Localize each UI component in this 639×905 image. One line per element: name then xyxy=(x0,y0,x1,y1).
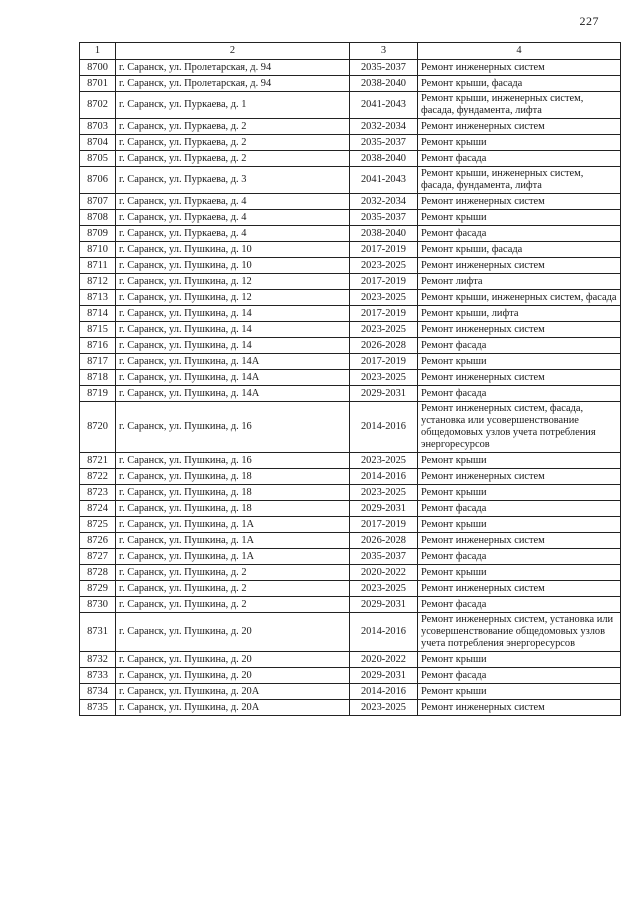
row-period-cell: 2020-2022 xyxy=(350,652,418,668)
table-row xyxy=(80,167,621,194)
row-work-cell: Ремонт инженерных систем xyxy=(418,60,621,76)
row-address-cell: г. Саранск, ул. Пролетарская, д. 94 xyxy=(116,60,350,76)
row-address-cell: г. Саранск, ул. Пуркаева, д. 3 xyxy=(116,167,350,194)
table-row xyxy=(80,242,621,258)
row-period-cell: 2014-2016 xyxy=(350,684,418,700)
table-row xyxy=(80,226,621,242)
row-work-cell: Ремонт крыши xyxy=(418,135,621,151)
row-number-cell: 8722 xyxy=(80,469,116,485)
row-number-cell: 8720 xyxy=(80,402,116,453)
table-row xyxy=(80,76,621,92)
table-row xyxy=(80,210,621,226)
table-row xyxy=(80,549,621,565)
row-address-cell: г. Саранск, ул. Пуркаева, д. 2 xyxy=(116,119,350,135)
row-address-cell: г. Саранск, ул. Пушкина, д. 18 xyxy=(116,485,350,501)
row-work-cell: Ремонт инженерных систем xyxy=(418,581,621,597)
table-row xyxy=(80,613,621,652)
row-work-cell: Ремонт крыши, инженерных систем, фасада xyxy=(418,290,621,306)
row-address-cell: г. Саранск, ул. Пушкина, д. 20А xyxy=(116,700,350,716)
row-address-cell: г. Саранск, ул. Пушкина, д. 1А xyxy=(116,517,350,533)
row-number-cell: 8717 xyxy=(80,354,116,370)
row-work-cell: Ремонт фасада xyxy=(418,668,621,684)
row-number-cell: 8729 xyxy=(80,581,116,597)
row-period-cell: 2038-2040 xyxy=(350,76,418,92)
row-period-cell: 2023-2025 xyxy=(350,581,418,597)
table-row xyxy=(80,370,621,386)
row-address-cell: г. Саранск, ул. Пушкина, д. 10 xyxy=(116,242,350,258)
table-row xyxy=(80,597,621,613)
table-row xyxy=(80,322,621,338)
row-period-cell: 2023-2025 xyxy=(350,700,418,716)
row-period-cell: 2041-2043 xyxy=(350,92,418,119)
table-row xyxy=(80,453,621,469)
table-row xyxy=(80,485,621,501)
row-period-cell: 2020-2022 xyxy=(350,565,418,581)
row-address-cell: г. Саранск, ул. Пуркаева, д. 2 xyxy=(116,135,350,151)
row-number-cell: 8715 xyxy=(80,322,116,338)
row-period-cell: 2017-2019 xyxy=(350,354,418,370)
row-work-cell: Ремонт крыши xyxy=(418,485,621,501)
row-period-cell: 2023-2025 xyxy=(350,453,418,469)
row-address-cell: г. Саранск, ул. Пуркаева, д. 4 xyxy=(116,226,350,242)
row-work-cell: Ремонт крыши, инженерных систем, фасада, фундамента, лифта xyxy=(418,92,621,119)
row-period-cell: 2023-2025 xyxy=(350,290,418,306)
table-row xyxy=(80,402,621,453)
row-work-cell: Ремонт инженерных систем xyxy=(418,258,621,274)
repair-schedule-table xyxy=(79,42,621,716)
row-number-cell: 8726 xyxy=(80,533,116,549)
row-work-cell: Ремонт крыши xyxy=(418,684,621,700)
row-number-cell: 8728 xyxy=(80,565,116,581)
table-row xyxy=(80,135,621,151)
row-address-cell: г. Саранск, ул. Пушкина, д. 2 xyxy=(116,581,350,597)
row-number-cell: 8727 xyxy=(80,549,116,565)
row-address-cell: г. Саранск, ул. Пуркаева, д. 4 xyxy=(116,210,350,226)
row-work-cell: Ремонт фасада xyxy=(418,549,621,565)
row-work-cell: Ремонт фасада xyxy=(418,151,621,167)
row-address-cell: г. Саранск, ул. Пуркаева, д. 1 xyxy=(116,92,350,119)
row-work-cell: Ремонт крыши, инженерных систем, фасада, фундамента, лифта xyxy=(418,167,621,194)
row-number-cell: 8705 xyxy=(80,151,116,167)
row-number-cell: 8733 xyxy=(80,668,116,684)
row-address-cell: г. Саранск, ул. Пушкина, д. 14 xyxy=(116,322,350,338)
row-address-cell: г. Саранск, ул. Пушкина, д. 20 xyxy=(116,668,350,684)
table-row xyxy=(80,194,621,210)
row-address-cell: г. Саранск, ул. Пушкина, д. 14А xyxy=(116,370,350,386)
table-row xyxy=(80,386,621,402)
row-address-cell: г. Саранск, ул. Пушкина, д. 14 xyxy=(116,338,350,354)
row-period-cell: 2035-2037 xyxy=(350,60,418,76)
row-address-cell: г. Саранск, ул. Пушкина, д. 20 xyxy=(116,613,350,652)
row-address-cell: г. Саранск, ул. Пушкина, д. 14 xyxy=(116,306,350,322)
row-work-cell: Ремонт инженерных систем xyxy=(418,119,621,135)
header-cell-address: 2 xyxy=(116,43,350,60)
row-work-cell: Ремонт крыши xyxy=(418,517,621,533)
table-row xyxy=(80,700,621,716)
row-address-cell: г. Саранск, ул. Пушкина, д. 18 xyxy=(116,469,350,485)
row-period-cell: 2023-2025 xyxy=(350,258,418,274)
row-address-cell: г. Саранск, ул. Пушкина, д. 12 xyxy=(116,274,350,290)
row-work-cell: Ремонт фасада xyxy=(418,501,621,517)
row-work-cell: Ремонт фасада xyxy=(418,386,621,402)
row-number-cell: 8713 xyxy=(80,290,116,306)
table-row xyxy=(80,151,621,167)
row-period-cell: 2038-2040 xyxy=(350,226,418,242)
row-number-cell: 8731 xyxy=(80,613,116,652)
header-cell-number: 1 xyxy=(80,43,116,60)
row-number-cell: 8701 xyxy=(80,76,116,92)
row-address-cell: г. Саранск, ул. Пушкина, д. 1А xyxy=(116,549,350,565)
row-period-cell: 2029-2031 xyxy=(350,668,418,684)
table-body xyxy=(80,60,621,716)
table-row xyxy=(80,501,621,517)
row-period-cell: 2014-2016 xyxy=(350,469,418,485)
row-number-cell: 8702 xyxy=(80,92,116,119)
row-work-cell: Ремонт крыши, фасада xyxy=(418,76,621,92)
row-address-cell: г. Саранск, ул. Пушкина, д. 2 xyxy=(116,597,350,613)
row-number-cell: 8706 xyxy=(80,167,116,194)
row-address-cell: г. Саранск, ул. Пушкина, д. 14А xyxy=(116,386,350,402)
table-row xyxy=(80,354,621,370)
table-row xyxy=(80,565,621,581)
table-row xyxy=(80,119,621,135)
row-work-cell: Ремонт инженерных систем xyxy=(418,533,621,549)
table-row xyxy=(80,92,621,119)
row-number-cell: 8716 xyxy=(80,338,116,354)
row-period-cell: 2032-2034 xyxy=(350,194,418,210)
row-period-cell: 2023-2025 xyxy=(350,322,418,338)
row-period-cell: 2023-2025 xyxy=(350,485,418,501)
row-work-cell: Ремонт крыши xyxy=(418,565,621,581)
row-period-cell: 2026-2028 xyxy=(350,338,418,354)
table-row xyxy=(80,469,621,485)
row-work-cell: Ремонт инженерных систем xyxy=(418,469,621,485)
row-period-cell: 2017-2019 xyxy=(350,274,418,290)
row-number-cell: 8724 xyxy=(80,501,116,517)
row-period-cell: 2038-2040 xyxy=(350,151,418,167)
row-address-cell: г. Саранск, ул. Пролетарская, д. 94 xyxy=(116,76,350,92)
row-number-cell: 8711 xyxy=(80,258,116,274)
table-row xyxy=(80,338,621,354)
row-address-cell: г. Саранск, ул. Пушкина, д. 16 xyxy=(116,453,350,469)
row-work-cell: Ремонт крыши xyxy=(418,354,621,370)
page-number: 227 xyxy=(579,14,599,28)
row-number-cell: 8719 xyxy=(80,386,116,402)
row-period-cell: 2032-2034 xyxy=(350,119,418,135)
header-cell-period: 3 xyxy=(350,43,418,60)
row-work-cell: Ремонт крыши xyxy=(418,210,621,226)
row-work-cell: Ремонт крыши, лифта xyxy=(418,306,621,322)
row-period-cell: 2017-2019 xyxy=(350,517,418,533)
table-row xyxy=(80,258,621,274)
row-period-cell: 2041-2043 xyxy=(350,167,418,194)
table-row xyxy=(80,274,621,290)
row-number-cell: 8734 xyxy=(80,684,116,700)
row-work-cell: Ремонт инженерных систем xyxy=(418,700,621,716)
row-address-cell: г. Саранск, ул. Пушкина, д. 16 xyxy=(116,402,350,453)
row-number-cell: 8735 xyxy=(80,700,116,716)
row-address-cell: г. Саранск, ул. Пушкина, д. 18 xyxy=(116,501,350,517)
row-work-cell: Ремонт крыши xyxy=(418,453,621,469)
row-work-cell: Ремонт крыши xyxy=(418,652,621,668)
row-number-cell: 8704 xyxy=(80,135,116,151)
table-row xyxy=(80,533,621,549)
row-address-cell: г. Саранск, ул. Пушкина, д. 10 xyxy=(116,258,350,274)
row-period-cell: 2026-2028 xyxy=(350,533,418,549)
table-row xyxy=(80,652,621,668)
row-address-cell: г. Саранск, ул. Пуркаева, д. 4 xyxy=(116,194,350,210)
row-address-cell: г. Саранск, ул. Пушкина, д. 12 xyxy=(116,290,350,306)
row-number-cell: 8718 xyxy=(80,370,116,386)
row-work-cell: Ремонт фасада xyxy=(418,338,621,354)
row-number-cell: 8723 xyxy=(80,485,116,501)
row-work-cell: Ремонт инженерных систем, фасада, установка или усовершенствование общедомовых узлов учета потребления энергоресурсов xyxy=(418,402,621,453)
row-work-cell: Ремонт лифта xyxy=(418,274,621,290)
table-row xyxy=(80,684,621,700)
row-number-cell: 8709 xyxy=(80,226,116,242)
row-number-cell: 8703 xyxy=(80,119,116,135)
row-number-cell: 8721 xyxy=(80,453,116,469)
table-row xyxy=(80,290,621,306)
row-period-cell: 2029-2031 xyxy=(350,386,418,402)
row-work-cell: Ремонт фасада xyxy=(418,597,621,613)
row-number-cell: 8732 xyxy=(80,652,116,668)
row-period-cell: 2035-2037 xyxy=(350,135,418,151)
row-period-cell: 2014-2016 xyxy=(350,402,418,453)
row-number-cell: 8710 xyxy=(80,242,116,258)
table-header-row xyxy=(80,43,621,60)
row-work-cell: Ремонт инженерных систем, установка или усовершенствование общедомовых узлов учета потребления энергоресурсов xyxy=(418,613,621,652)
header-cell-work: 4 xyxy=(418,43,621,60)
row-period-cell: 2035-2037 xyxy=(350,549,418,565)
table-row xyxy=(80,517,621,533)
row-address-cell: г. Саранск, ул. Пуркаева, д. 2 xyxy=(116,151,350,167)
row-address-cell: г. Саранск, ул. Пушкина, д. 1А xyxy=(116,533,350,549)
row-number-cell: 8708 xyxy=(80,210,116,226)
row-address-cell: г. Саранск, ул. Пушкина, д. 20 xyxy=(116,652,350,668)
row-work-cell: Ремонт инженерных систем xyxy=(418,322,621,338)
row-period-cell: 2035-2037 xyxy=(350,210,418,226)
row-number-cell: 8707 xyxy=(80,194,116,210)
row-period-cell: 2014-2016 xyxy=(350,613,418,652)
row-period-cell: 2017-2019 xyxy=(350,306,418,322)
row-number-cell: 8730 xyxy=(80,597,116,613)
row-number-cell: 8725 xyxy=(80,517,116,533)
table-row xyxy=(80,60,621,76)
row-number-cell: 8712 xyxy=(80,274,116,290)
row-number-cell: 8700 xyxy=(80,60,116,76)
row-period-cell: 2023-2025 xyxy=(350,370,418,386)
row-number-cell: 8714 xyxy=(80,306,116,322)
row-address-cell: г. Саранск, ул. Пушкина, д. 20А xyxy=(116,684,350,700)
row-address-cell: г. Саранск, ул. Пушкина, д. 2 xyxy=(116,565,350,581)
table-row xyxy=(80,306,621,322)
row-period-cell: 2017-2019 xyxy=(350,242,418,258)
table-row xyxy=(80,581,621,597)
row-period-cell: 2029-2031 xyxy=(350,501,418,517)
table-row xyxy=(80,668,621,684)
row-work-cell: Ремонт фасада xyxy=(418,226,621,242)
row-address-cell: г. Саранск, ул. Пушкина, д. 14А xyxy=(116,354,350,370)
row-work-cell: Ремонт инженерных систем xyxy=(418,194,621,210)
row-work-cell: Ремонт инженерных систем xyxy=(418,370,621,386)
row-work-cell: Ремонт крыши, фасада xyxy=(418,242,621,258)
row-period-cell: 2029-2031 xyxy=(350,597,418,613)
